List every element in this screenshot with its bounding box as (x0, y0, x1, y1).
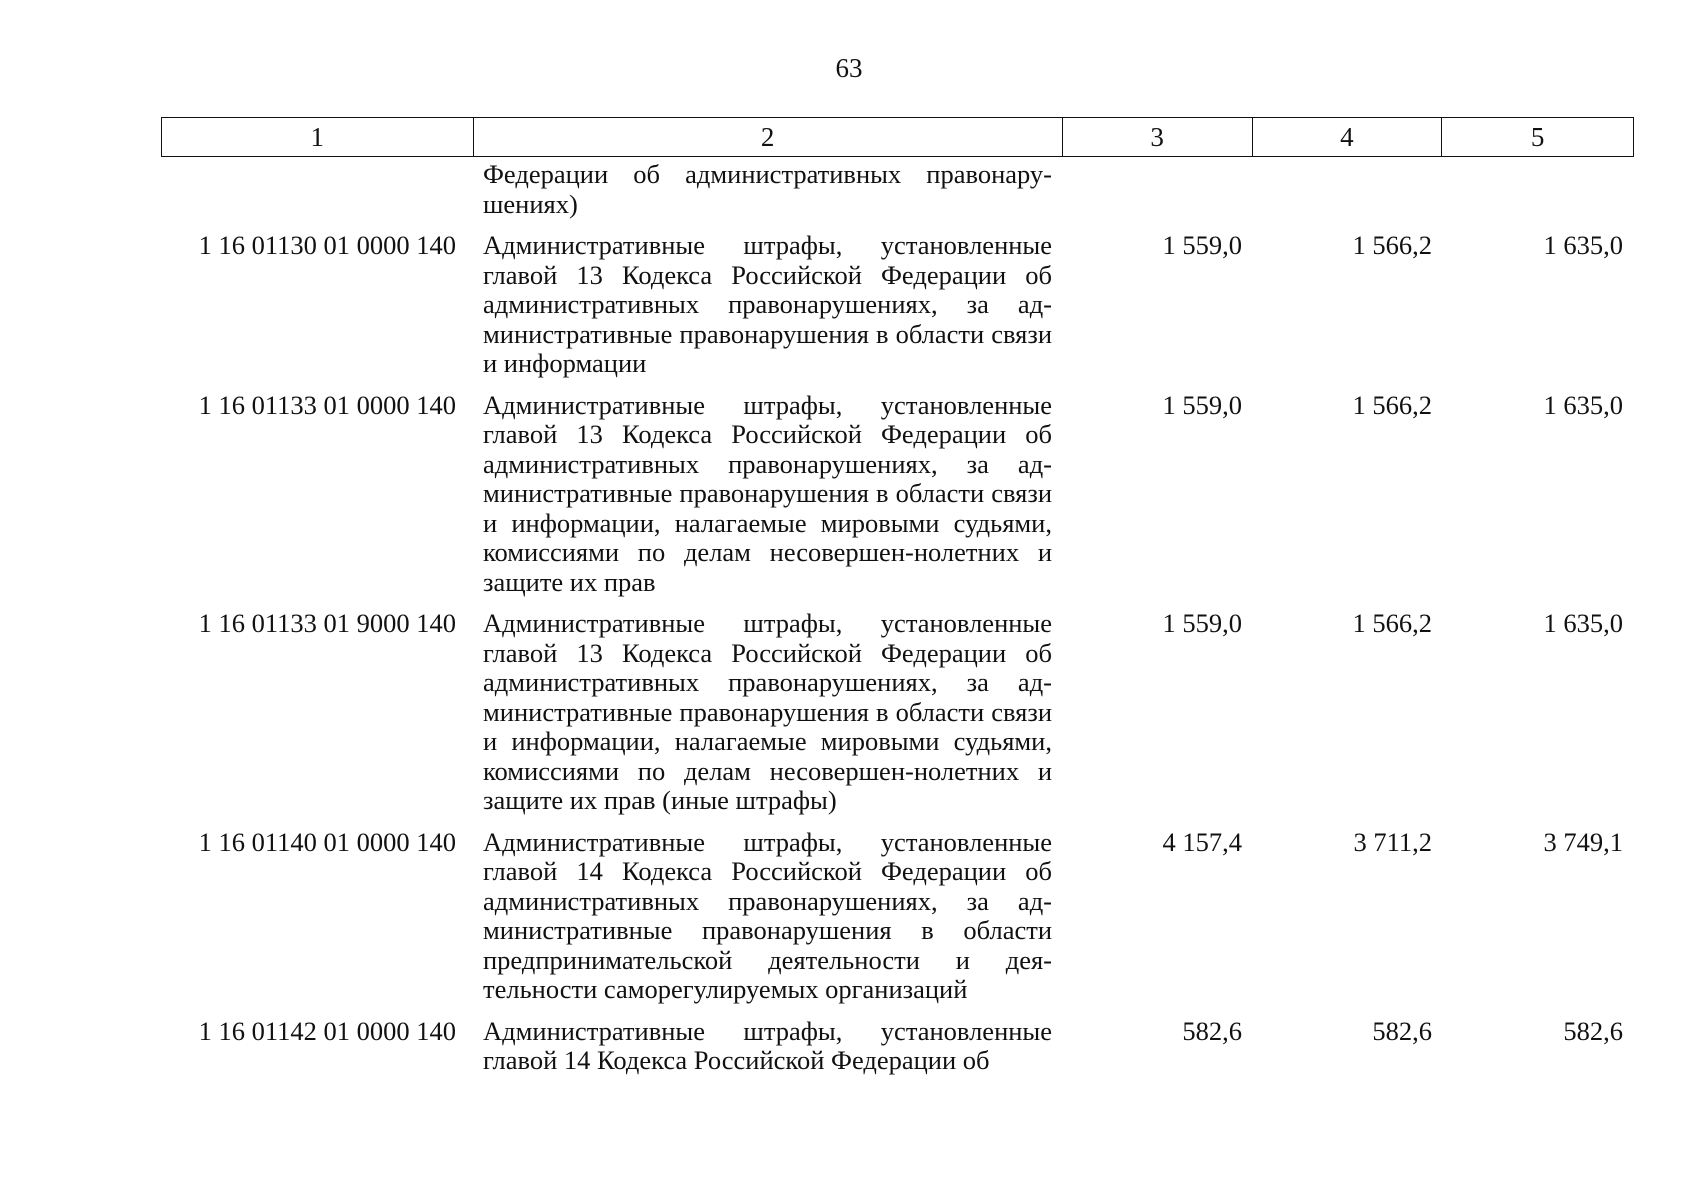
budget-code: 1 16 01133 01 0000 140 (198, 389, 456, 420)
page-number: 63 (835, 53, 863, 83)
value-col-5: 582,6 (1563, 1015, 1623, 1046)
item-name: Административные штрафы, установленные главой 13 Кодекса Российской Федерации об административных правонарушениях, за ад-министративные правонарушения в области связи и информации, налагаемые мировыми судьями, комиссиями по делам несовершен-нолетних и защите их прав (483, 389, 1052, 597)
value-col-3: 1 559,0 (1162, 608, 1242, 638)
item-name: Административные штрафы, установленные главой 14 Кодекса Российской Федерации об (483, 1015, 1052, 1075)
budget-code: 1 16 01133 01 9000 140 (198, 608, 456, 638)
budget-code: 1 16 01140 01 0000 140 (198, 826, 456, 857)
value-col-4: 1 566,2 (1352, 608, 1432, 638)
continuation-row (161, 160, 1634, 219)
continuation-code-cell (161, 160, 473, 219)
table-row (161, 609, 1634, 816)
table-header (161, 117, 1634, 157)
value-col-4: 582,6 (1372, 1015, 1432, 1046)
item-name: Административные штрафы, установленные главой 14 Кодекса Российской Федерации об административных правонарушениях, за ад-министративные правонарушения в области предпринимательской деятельности и дея-тельности саморегулируемых организаций (483, 826, 1052, 1004)
column-header-4: 4 (1253, 118, 1443, 156)
value-col-5: 1 635,0 (1543, 230, 1623, 260)
column-header-1: 1 (162, 118, 474, 156)
column-header-3: 3 (1063, 118, 1253, 156)
value-col-5: 1 635,0 (1543, 389, 1623, 420)
value-col-3: 4 157,4 (1162, 826, 1242, 857)
value-col-5: 1 635,0 (1543, 608, 1623, 638)
table-row (161, 391, 1634, 598)
table-row (161, 231, 1634, 379)
value-col-4: 1 566,2 (1352, 230, 1432, 260)
continuation-text: Федерации об административных правонару-шениях) (483, 159, 1052, 219)
value-col-3: 1 559,0 (1162, 389, 1242, 420)
item-name: Административные штрафы, установленные главой 13 Кодекса Российской Федерации об административных правонарушениях, за ад-министративные правонарушения в области связи и информации (483, 230, 1052, 378)
budget-table (161, 117, 1634, 1076)
column-header-2: 2 (474, 118, 1063, 156)
value-col-5: 3 749,1 (1543, 826, 1623, 857)
item-name: Административные штрафы, установленные главой 13 Кодекса Российской Федерации об административных правонарушениях, за ад-министративные правонарушения в области связи и информации, налагаемые мировыми судьями, комиссиями по делам несовершен-нолетних и защите их прав (иные штрафы) (483, 608, 1052, 815)
budget-code: 1 16 01142 01 0000 140 (198, 1015, 456, 1046)
table-row (161, 828, 1634, 1005)
value-col-3: 1 559,0 (1162, 230, 1242, 260)
table-row (161, 1017, 1634, 1076)
budget-code: 1 16 01130 01 0000 140 (198, 230, 456, 260)
value-col-3: 582,6 (1182, 1015, 1242, 1046)
value-col-4: 3 711,2 (1353, 826, 1432, 857)
value-col-4: 1 566,2 (1352, 389, 1432, 420)
column-header-5: 5 (1530, 121, 1545, 152)
